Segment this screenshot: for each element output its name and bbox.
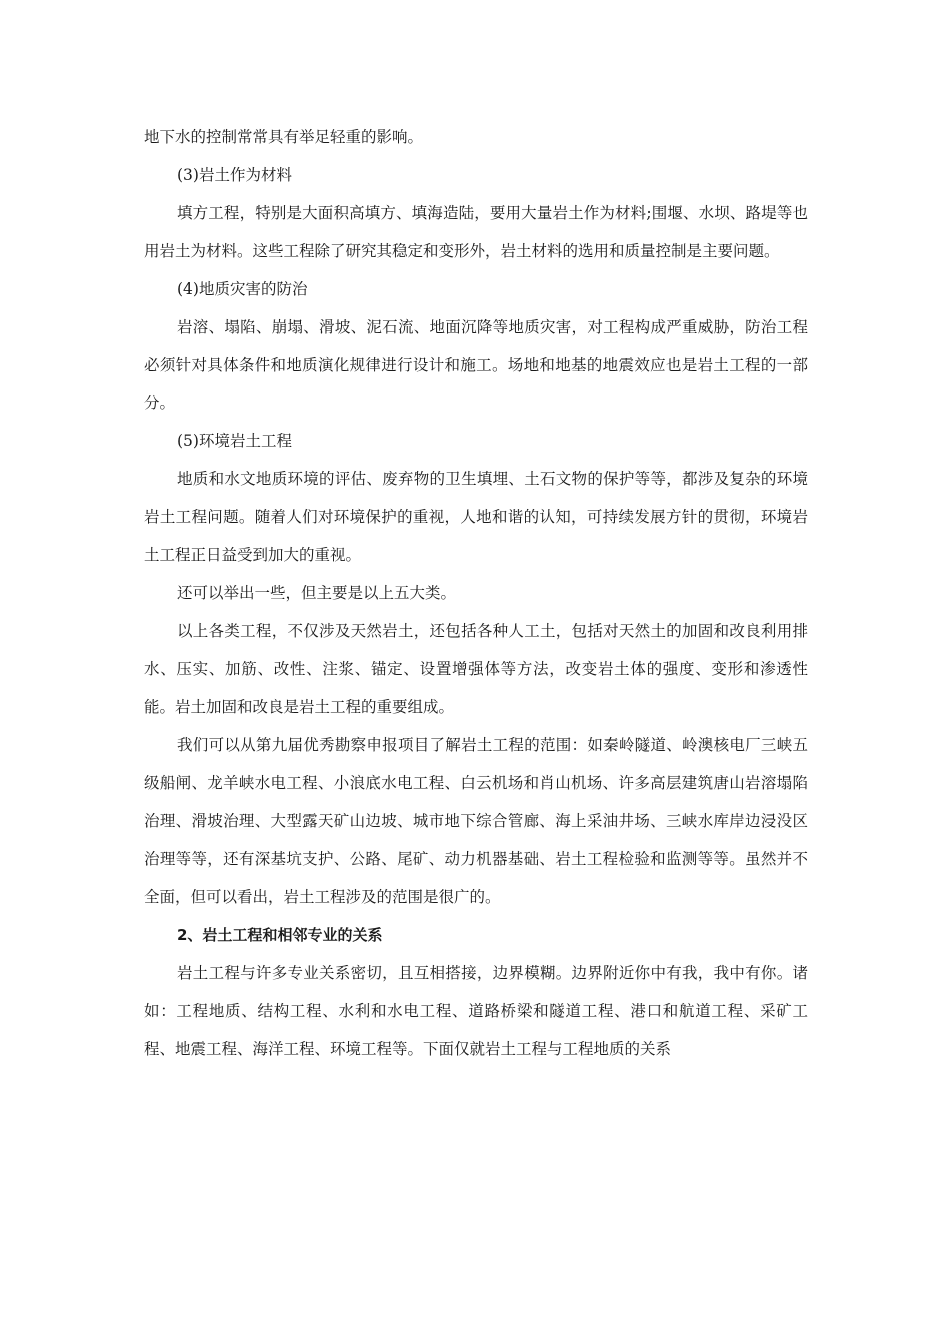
- paragraph: 还可以举出一些，但主要是以上五大类。: [177, 584, 457, 602]
- document-page: [144, 118, 808, 1068]
- subheading-4: (4)地质灾害的防治: [177, 280, 308, 298]
- section-heading: 2、岩土工程和相邻专业的关系: [177, 926, 383, 944]
- paragraph: 以上各类工程，不仅涉及天然岩土，还包括各种人工土，包括对天然土的加固和改良利用排水、压实、加筋、改性、注浆、锚定、设置增强体等方法，改变岩土体的强度、变形和渗透性能。岩土加固和改良是岩土工程的重要组成。: [144, 622, 808, 716]
- paragraph: 地下水的控制常常具有举足轻重的影响。: [144, 128, 424, 146]
- subheading-3: (3)岩土作为材料: [177, 166, 292, 184]
- paragraph: 岩土工程与许多专业关系密切，且互相搭接，边界模糊。边界附近你中有我，我中有你。诸如：工程地质、结构工程、水利和水电工程、道路桥梁和隧道工程、港口和航道工程、采矿工程、地震工程、海洋工程、环境工程等。下面仅就岩土工程与工程地质的关系: [144, 964, 808, 1058]
- paragraph: 填方工程，特别是大面积高填方、填海造陆，要用大量岩土作为材料;围堰、水坝、路堤等也用岩土为材料。这些工程除了研究其稳定和变形外，岩土材料的选用和质量控制是主要问题。: [144, 204, 808, 260]
- paragraph: 岩溶、塌陷、崩塌、滑坡、泥石流、地面沉降等地质灾害，对工程构成严重威胁，防治工程必须针对具体条件和地质演化规律进行设计和施工。场地和地基的地震效应也是岩土工程的一部分。: [144, 318, 808, 412]
- subheading-5: (5)环境岩土工程: [177, 432, 292, 450]
- paragraph: 我们可以从第九届优秀勘察申报项目了解岩土工程的范围：如秦岭隧道、岭澳核电厂三峡五级船闸、龙羊峡水电工程、小浪底水电工程、白云机场和肖山机场、许多高层建筑唐山岩溶塌陷治理、滑坡治理、大型露天矿山边坡、城市地下综合管廊、海上采油井场、三峡水库岸边浸没区治理等等，还有深基坑支护、公路、尾矿、动力机器基础、岩土工程检验和监测等等。虽然并不全面，但可以看出，岩土工程涉及的范围是很广的。: [144, 736, 808, 906]
- paragraph: 地质和水文地质环境的评估、废弃物的卫生填埋、土石文物的保护等等，都涉及复杂的环境岩土工程问题。随着人们对环境保护的重视，人地和谐的认知，可持续发展方针的贯彻，环境岩土工程正日益受到加大的重视。: [144, 470, 808, 564]
